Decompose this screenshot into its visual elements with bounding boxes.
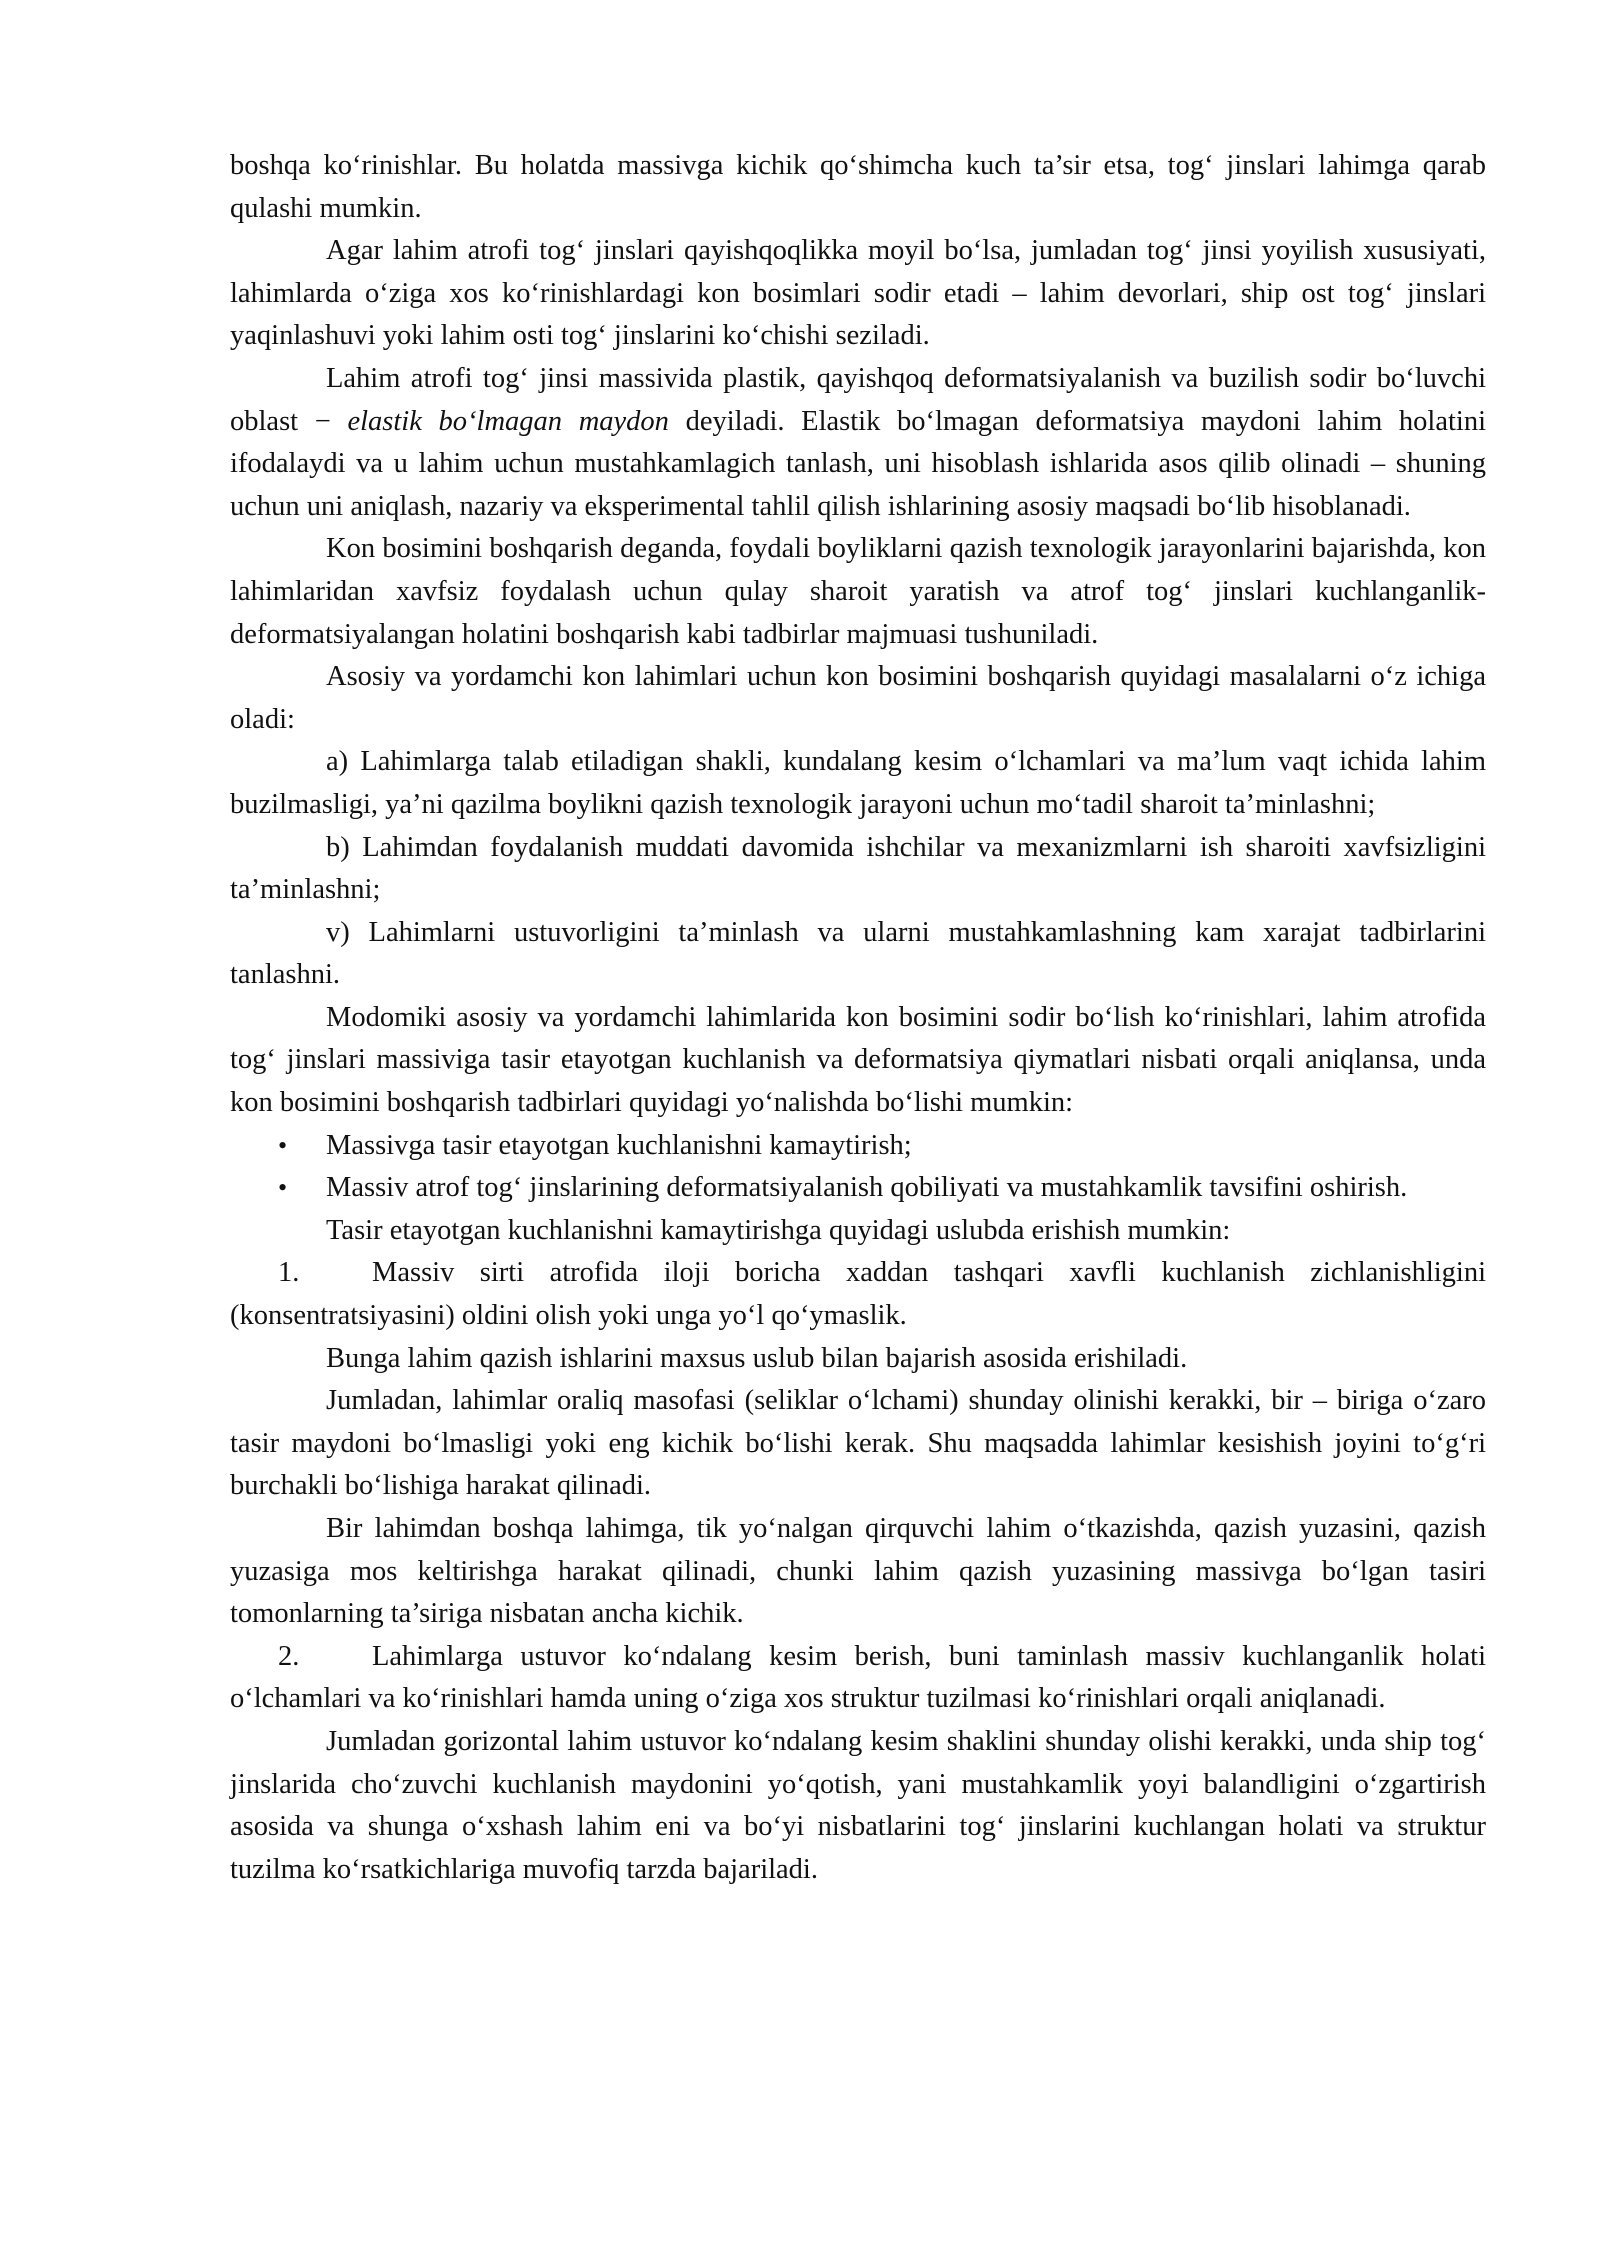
numbered-item bbox=[230, 1636, 1486, 1721]
paragraph: Asosiy va yordamchi kon lahimlari uchun kon bosimini boshqarish quyidagi masalalarni o‘z ichiga oladi: bbox=[230, 661, 1486, 735]
paragraph: Kon bosimini boshqarish deganda, foydali boyliklarni qazish texnologik jarayonlarini bajarishda, kon lahimlaridan xavfsiz foydalash uchun qulay sharoit yaratish va atrof tog‘ jinslari kuchlanganlik-deformatsiyalangan holatini boshqarish kabi tadbirlar majmuasi tushuniladi. bbox=[230, 533, 1486, 650]
paragraph: Jumladan gorizontal lahim ustuvor ko‘ndalang kesim shaklini shunday olishi kerakki, unda ship tog‘ jinslarida cho‘zuvchi kuchlanish maydonini yo‘qotish, yani mustahkamlik yoyi balandligini o‘zgartirish asosida va shunga o‘xshash lahim eni va bo‘yi nisbatlarini tog‘ jinslarini kuchlangan holati va struktur tuzilma ko‘rsatkichlariga muvofiq tarzda bajariladi. bbox=[230, 1725, 1486, 1885]
bullet-marker: • bbox=[278, 1130, 288, 1160]
paragraph-text: deyiladi. Elastik bo‘lmagan deformatsiya maydoni lahim holatini ifodalaydi va u lahim uchun mustahkamlagich tanlash, uni hisoblash ishlarida asos qilib olinadi – shuning uchun uni aniqlash, nazariy va eksperimental tahlil qilish ishlarining asosiy maqsadi bo‘lib hisoblanadi. bbox=[230, 405, 1487, 522]
bullet-text: Massiv atrof tog‘ jinslarining deformatsiyalanish qobiliyati va mustahkamlik tavsifini oshirish. bbox=[326, 1172, 1408, 1204]
paragraph: Bunga lahim qazish ishlarini maxsus uslub bilan bajarish asosida erishiladi. bbox=[326, 1342, 1188, 1374]
paragraph: Modomiki asosiy va yordamchi lahimlarida kon bosimini sodir bo‘lish ko‘rinishlari, lahim atrofida tog‘ jinslari massiviga tasir etayotgan kuchlanish va deformatsiya qiymatlari nisbati orqali aniqlansa, unda kon bosimini boshqarish tadbirlari quyidagi yo‘nalishda bo‘lishi mumkin: bbox=[230, 1001, 1486, 1119]
numbered-marker: 1. bbox=[278, 1257, 300, 1289]
paragraph: Jumladan, lahimlar oraliq masofasi (seliklar o‘lchami) shunday olinishi kerakki, bir – biriga o‘zaro tasir maydoni bo‘lmasligi yoki eng kichik bo‘lishi kerak. Shu maqsadda lahimlar kesishish joyini to‘g‘ri burchakli bo‘lishiga harakat qilinadi. bbox=[230, 1385, 1486, 1502]
paragraph: boshqa ko‘rinishlar. Bu holatda massivga kichik qo‘shimcha kuch ta’sir etsa, tog‘ jinslari lahimga qarab qulashi mumkin. bbox=[230, 150, 1486, 224]
list-item-v: v) Lahimlarni ustuvorligini ta’minlash va ularni mustahkamlashning kam xarajat tadbirlarini tanlashni. bbox=[230, 916, 1486, 991]
numbered-text: Lahimlarga ustuvor ko‘ndalang kesim berish, buni taminlash massiv kuchlanganlik holati o‘lchamlari va ko‘rinishlari hamda uning o‘ziga xos struktur tuzilmasi ko‘rinishlari orqali aniqlanadi. bbox=[230, 1640, 1486, 1715]
bullet-item bbox=[230, 1125, 1486, 1168]
paragraph-definition bbox=[230, 358, 1486, 528]
list-item-a: a) Lahimlarga talab etiladigan shakli, kundalang kesim o‘lchamlari va ma’lum vaqt ichida lahim buzilmasligi, ya’ni qazilma boylikni qazish texnologik jarayoni uchun mo‘tadil sharoit ta’minlashni; bbox=[230, 746, 1486, 820]
numbered-item bbox=[230, 1252, 1486, 1337]
numbered-marker: 2. bbox=[278, 1640, 300, 1672]
paragraph: Bir lahimdan boshqa lahimga, tik yo‘nalgan qirquvchi lahim o‘tkazishda, qazish yuzasini, qazish yuzasiga mos keltirishga harakat qilinadi, chunki lahim qazish yuzasining massivga bo‘lgan tasiri tomonlarning ta’siriga nisbatan ancha kichik. bbox=[230, 1513, 1486, 1630]
bullet-marker: • bbox=[278, 1173, 288, 1203]
document-page bbox=[230, 145, 1486, 1891]
list-item-b: b) Lahimdan foydalanish muddati davomida ishchilar va mexanizmlarni ish sharoiti xavfsizligini ta’minlashni; bbox=[230, 831, 1486, 906]
bullet-item bbox=[230, 1167, 1486, 1210]
paragraph-text: Lahim atrofi tog‘ jinsi massivida plastik, qayishqoq deformatsiyalanish va buzilish sodir bo‘luvchi oblast − bbox=[230, 362, 1486, 437]
bullet-text: Massivga tasir etayotgan kuchlanishni kamaytirish; bbox=[326, 1129, 912, 1161]
paragraph: Tasir etayotgan kuchlanishni kamaytirishga quyidagi uslubda erishish mumkin: bbox=[326, 1214, 1231, 1246]
paragraph: Agar lahim atrofi tog‘ jinslari qayishqoqlikka moyil bo‘lsa, jumladan tog‘ jinsi yoyilish xususiyati, lahimlarda o‘ziga xos ko‘rinishlardagi kon bosimlari sodir etadi – lahim devorlari, ship ost tog‘ jinslari yaqinlashuvi yoki lahim osti tog‘ jinslarini ko‘chishi seziladi. bbox=[230, 235, 1486, 352]
numbered-text: Massiv sirti atrofida iloji boricha xaddan tashqari xavfli kuchlanish zichlanishligini (konsentratsiyasini) oldini olish yoki unga yo‘l qo‘ymaslik. bbox=[230, 1257, 1486, 1332]
italic-term: elastik bo‘lmagan maydon bbox=[347, 405, 669, 437]
